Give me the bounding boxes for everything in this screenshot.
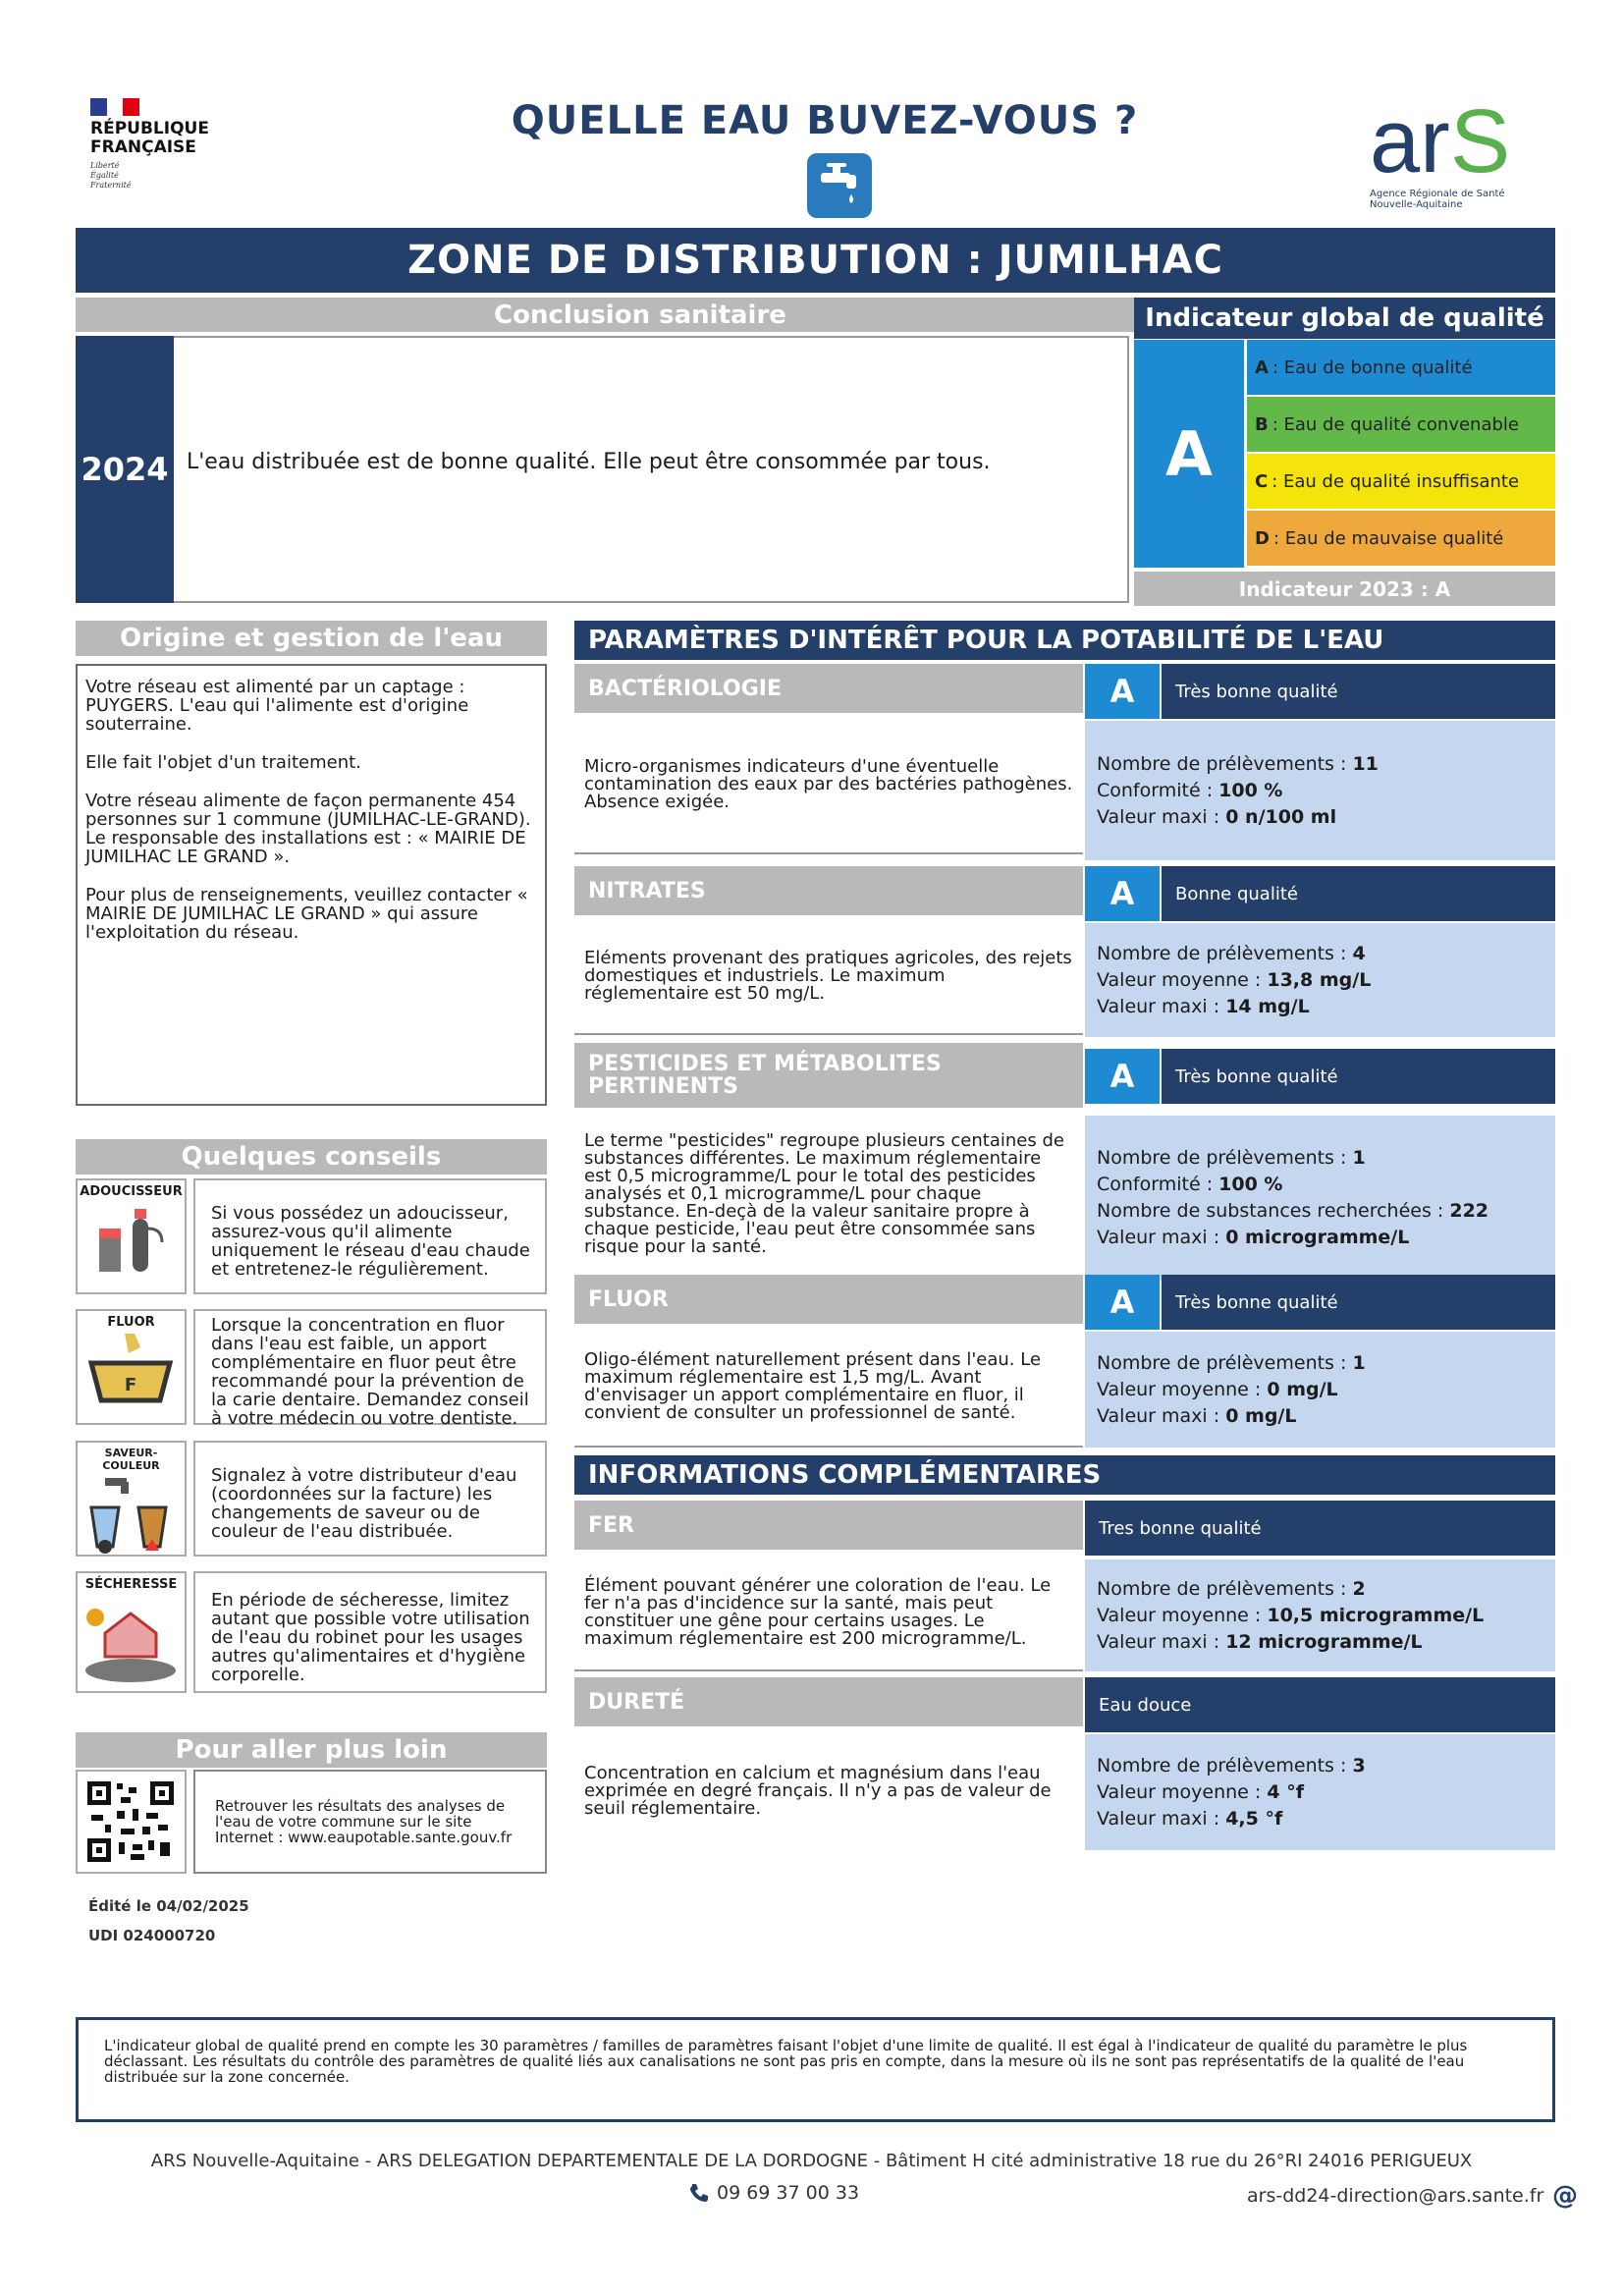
page-title: QUELLE EAU BUVEZ-VOUS ? [511, 98, 1139, 143]
info-fer-stat-3-label: Valeur maxi : [1097, 1630, 1220, 1653]
param-fluor-stat-1-value: 1 [1352, 1351, 1366, 1374]
info-fer-stat-1-value: 2 [1352, 1577, 1366, 1600]
info-durete-stat-2 [1097, 1779, 1543, 1806]
rf-motto-1: Liberté [90, 161, 120, 170]
param-nitrates-stat-2-label: Valeur moyenne : [1097, 968, 1262, 991]
conclusion-header: Conclusion sanitaire [76, 298, 1205, 332]
info-durete-stat-3 [1097, 1806, 1543, 1832]
param-bacterio-stat-3-value: 0 n/100 ml [1225, 805, 1337, 828]
advice-drought-text: En période de sécheresse, limitez autant que possible votre utilisation de l'eau du robinet pour les usages autres qu'alimentaires et d'hygiène corporelle. [193, 1571, 547, 1693]
advice-fluor [76, 1309, 547, 1429]
param-pesticides-stat-2-value: 100 % [1218, 1174, 1283, 1195]
param-nitrates-quality: Bonne qualité [1162, 866, 1555, 921]
scale-c [1247, 454, 1555, 509]
further-box [76, 1770, 547, 1874]
footer-email[interactable] [1247, 2182, 1579, 2210]
param-bacterio-stat-1-value: 11 [1352, 752, 1379, 775]
param-pesticides-stat-2-label: Conformité : [1097, 1174, 1214, 1195]
origin-box [76, 664, 547, 1106]
info-fer-stat-2-value: 10,5 microgramme/L [1267, 1604, 1485, 1626]
scale-b [1247, 397, 1555, 452]
info-fer-stats [1085, 1559, 1555, 1671]
further-text: Retrouver les résultats des analyses de l'eau de votre commune sur le site Internet : www.eaupotable.sante.gouv.fr [193, 1770, 547, 1874]
advice-fluor-label: FLUOR [107, 1315, 155, 1330]
param-bacterio-stat-1-label: Nombre de prélèvements : [1097, 752, 1347, 775]
info-durete-stat-2-label: Valeur moyenne : [1097, 1780, 1262, 1803]
origin-text-3: Votre réseau alimente de façon permanente 454 personnes sur 1 commune (JUMILHAC-LE-GRAND). Le responsable des installations est : « MAIRIE DE JUMILHAC LE GRAND ». [85, 791, 531, 867]
rf-motto-3: Fraternité [90, 181, 132, 190]
param-fluor-quality: Très bonne qualité [1162, 1275, 1555, 1330]
scale-c-label: : Eau de qualité insuffisante [1271, 470, 1520, 492]
param-nitrates-stat-2 [1097, 967, 1543, 994]
info-durete-stat-2-value: 4 °f [1267, 1780, 1304, 1803]
info-fer-quality: Tres bonne qualité [1085, 1501, 1555, 1556]
ars-logo-subtitle-1: Agence Régionale de Santé [1370, 189, 1505, 199]
info-fer-stat-2-label: Valeur moyenne : [1097, 1604, 1262, 1626]
param-pesticides-grade: A [1085, 1049, 1160, 1104]
scale-a-letter: A [1255, 356, 1269, 378]
param-pesticides-name [574, 1043, 1083, 1108]
water-softener-icon [78, 1199, 185, 1282]
info-durete-stat-3-label: Valeur maxi : [1097, 1807, 1220, 1830]
param-pesticides-stat-3 [1097, 1198, 1543, 1225]
water-tap-icon [807, 153, 872, 218]
advice-softener [76, 1178, 547, 1294]
ars-logo-subtitle-2: Nouvelle-Aquitaine [1370, 199, 1463, 210]
scale-d-letter: D [1255, 527, 1270, 549]
param-nitrates-stat-3 [1097, 994, 1543, 1020]
param-bacterio-name: BACTÉRIOLOGIE [574, 664, 1083, 713]
param-pesticides-stat-2 [1097, 1172, 1543, 1198]
info-fer-stat-3 [1097, 1629, 1543, 1656]
origin-text-1: Votre réseau est alimenté par un captage : PUYGERS. L'eau qui l'alimente est d'origine souterraine. [85, 677, 469, 735]
advice-softener-text: Si vous possédez un adoucisseur, assurez-vous qu'il alimente uniquement le réseau d'eau chaude et entretenez-le régulièrement. [193, 1178, 547, 1294]
advice-taste-color [76, 1441, 547, 1557]
param-fluor-name: FLUOR [574, 1275, 1083, 1324]
advice-taste-color-icon-box [76, 1441, 187, 1557]
scale-a [1247, 340, 1555, 395]
param-nitrates-name: NITRATES [574, 866, 1083, 915]
info-durete-stat-3-value: 4,5 °f [1225, 1807, 1283, 1830]
info-fer-name: FER [574, 1501, 1083, 1550]
param-fluor-stat-3-value: 0 mg/L [1225, 1404, 1297, 1427]
param-pesticides-stat-3-value: 222 [1449, 1200, 1489, 1222]
info-durete-stat-1-value: 3 [1352, 1754, 1366, 1777]
param-pesticides-stats [1085, 1116, 1555, 1281]
param-fluor-stat-3 [1097, 1403, 1543, 1430]
param-bacterio-stat-2 [1097, 778, 1543, 804]
param-fluor-stat-1 [1097, 1350, 1543, 1377]
footer-address: ARS Nouvelle-Aquitaine - ARS DELEGATION DEPARTEMENTALE DE LA DORDOGNE - Bâtiment H cité administrative 18 rue du 26°RI 24016 PERIGUEUX [150, 2151, 1473, 2171]
param-fluor-stat-2 [1097, 1377, 1543, 1403]
param-pesticides-stat-1-value: 1 [1352, 1147, 1366, 1169]
param-nitrates-stat-1-label: Nombre de prélèvements : [1097, 942, 1347, 964]
param-nitrates-desc: Eléments provenant des pratiques agricoles, des rejets domestiques et industriels. Le maximum réglementaire est 50 mg/L. [574, 919, 1083, 1035]
advice-drought-label: SÉCHERESSE [84, 1577, 178, 1592]
conclusion-text: L'eau distribuée est de bonne qualité. Elle peut être consommée par tous. [187, 450, 991, 474]
advice-drought [76, 1571, 547, 1693]
advice-softener-icon-box [76, 1178, 187, 1294]
info-durete-name: DURETÉ [574, 1677, 1083, 1726]
param-pesticides-stat-4 [1097, 1225, 1543, 1251]
french-flag-icon [90, 98, 139, 116]
conclusion-year: 2024 [76, 336, 174, 603]
param-bacterio-stat-2-label: Conformité : [1097, 779, 1214, 801]
param-fluor-stat-2-value: 0 mg/L [1267, 1378, 1338, 1400]
param-pesticides-name-2: PERTINENTS [588, 1074, 739, 1099]
advice-taste-color-text: Signalez à votre distributeur d'eau (coordonnées sur la facture) les changements de saveur ou de couleur de l'eau distribuée. [193, 1441, 547, 1557]
param-fluor-grade: A [1085, 1275, 1160, 1330]
param-bacterio-stats [1085, 721, 1555, 860]
qr-code-icon[interactable] [76, 1770, 187, 1874]
param-fluor-stat-1-label: Nombre de prélèvements : [1097, 1351, 1347, 1374]
param-pesticides-quality: Très bonne qualité [1162, 1049, 1555, 1104]
info-fer-desc: Élément pouvant générer une coloration de l'eau. Le fer n'a pas d'incidence sur la santé, mais peut constituer une gêne pour certains usages. Le maximum réglementaire est 200 microgramme/L. [574, 1556, 1083, 1671]
param-nitrates-stat-1 [1097, 941, 1543, 967]
scale-c-letter: C [1255, 470, 1269, 492]
param-nitrates-stat-3-label: Valeur maxi : [1097, 995, 1220, 1017]
param-bacterio-stat-3-label: Valeur maxi : [1097, 805, 1220, 828]
params-header: PARAMÈTRES D'INTÉRÊT POUR LA POTABILITÉ DE L'EAU [574, 621, 1555, 660]
param-nitrates-grade: A [1085, 866, 1160, 921]
param-bacterio-desc: Micro-organismes indicateurs d'une éventuelle contamination des eaux par des bactéries pathogènes. Absence exigée. [574, 717, 1083, 854]
param-pesticides-stat-4-value: 0 microgramme/L [1225, 1227, 1410, 1248]
param-nitrates-stats [1085, 923, 1555, 1037]
rf-motto-2: Égalité [90, 171, 119, 180]
param-fluor-stat-3-label: Valeur maxi : [1097, 1404, 1220, 1427]
scale-d-label: : Eau de mauvaise qualité [1272, 527, 1504, 549]
advice-drought-icon-box [76, 1571, 187, 1693]
param-pesticides-stat-4-label: Valeur maxi : [1097, 1227, 1220, 1248]
svg-text:@: @ [1552, 2182, 1579, 2210]
info-fer-stat-3-value: 12 microgramme/L [1225, 1630, 1423, 1653]
info-durete-stats [1085, 1734, 1555, 1850]
param-pesticides-stat-3-label: Nombre de substances recherchées : [1097, 1200, 1444, 1222]
param-pesticides-name-1: PESTICIDES ET MÉTABOLITES [588, 1052, 942, 1076]
footer-email-address[interactable]: ars-dd24-direction@ars.sante.fr [1247, 2185, 1544, 2207]
footer-phone[interactable] [687, 2182, 859, 2204]
advice-fluor-text: Lorsque la concentration en fluor dans l'eau est faible, un apport complémentaire en fluor peut être recommandé pour la prévention de la carie dentaire. Demandez conseil à votre médecin ou votre dentiste. [193, 1309, 547, 1425]
scale-d [1247, 511, 1555, 566]
drought-icon [78, 1592, 185, 1686]
param-bacterio-grade: A [1085, 664, 1160, 719]
param-nitrates-stat-2-value: 13,8 mg/L [1267, 968, 1372, 991]
scale-b-letter: B [1255, 413, 1269, 435]
udi-code: UDI 024000720 [88, 1927, 216, 1944]
scale-a-label: : Eau de bonne qualité [1271, 356, 1473, 378]
phone-icon [687, 2182, 709, 2204]
previous-indicator: Indicateur 2023 : A [1134, 572, 1555, 606]
param-pesticides-desc: Le terme "pesticides" regroupe plusieurs centaines de substances différentes. Le maximum réglementaire est 0,5 microgramme/L pour le total des pesticides analysés et 0,1 microgramme/L pour chaque substance. En-deçà de la valeur sanitaire propre à chaque pesticide, l'eau peut être consommée sans risque pour la santé. [574, 1112, 1083, 1279]
advice-header: Quelques conseils [76, 1139, 547, 1175]
edited-date: Édité le 04/02/2025 [88, 1897, 249, 1915]
distribution-zone-banner: ZONE DE DISTRIBUTION : JUMILHAC [76, 228, 1555, 293]
advice-fluor-icon-box [76, 1309, 187, 1425]
info-durete-quality: Eau douce [1085, 1677, 1555, 1732]
info-fer-stat-1 [1097, 1576, 1543, 1603]
salt-bowl-icon [78, 1330, 185, 1412]
info-durete-stat-1-label: Nombre de prélèvements : [1097, 1754, 1347, 1777]
info-durete-desc: Concentration en calcium et magnésium dans l'eau exprimée en degré français. Il n'y a pas de valeur de seuil réglementaire. [584, 1763, 1052, 1819]
scale-b-label: : Eau de qualité convenable [1271, 413, 1519, 435]
svg-text:F: F [124, 1375, 137, 1395]
param-fluor-desc: Oligo-élément naturellement présent dans l'eau. Le maximum réglementaire est 1,5 mg/L. Avant d'envisager un apport complémentaire en fluor, il convient de consulter un professionnel de santé. [574, 1328, 1083, 1448]
global-grade: A [1134, 340, 1244, 568]
param-nitrates-stat-1-value: 4 [1352, 942, 1366, 964]
rf-name-line1: RÉPUBLIQUE [90, 119, 209, 138]
footer-phone-number[interactable]: 09 69 37 00 33 [717, 2182, 860, 2204]
rf-name-line2: FRANÇAISE [90, 137, 196, 157]
param-bacterio-quality: Très bonne qualité [1162, 664, 1555, 719]
advice-softener-label: ADOUCISSEUR [80, 1184, 183, 1199]
param-pesticides-stat-1 [1097, 1145, 1543, 1172]
water-glasses-icon [78, 1472, 185, 1560]
param-pesticides-stat-1-label: Nombre de prélèvements : [1097, 1147, 1347, 1169]
param-fluor-stat-2-label: Valeur moyenne : [1097, 1378, 1262, 1400]
param-bacterio-stat-3 [1097, 804, 1543, 831]
info-fer-stat-1-label: Nombre de prélèvements : [1097, 1577, 1347, 1600]
quality-indicator-note: L'indicateur global de qualité prend en compte les 30 paramètres / familles de paramètres faisant l'objet d'une limite de qualité. Il est égal à l'indicateur de qualité du paramètre le plus déclassant. Les résultats du contrôle des paramètres de qualité liés aux canalisations ne sont pas pris en compte, dans la mesure où ils ne sont pas représentatifs de la qualité de l'eau distribuée sur la zone concernée. [76, 2017, 1555, 2122]
param-fluor-stats [1085, 1332, 1555, 1448]
origin-header: Origine et gestion de l'eau [76, 621, 547, 656]
param-bacterio-stat-1 [1097, 751, 1543, 778]
param-nitrates-stat-3-value: 14 mg/L [1225, 995, 1310, 1017]
ars-logo [1370, 91, 1566, 214]
param-bacterio-stat-2-value: 100 % [1218, 779, 1283, 801]
republique-francaise-logo [90, 98, 228, 191]
info-durete-stat-1 [1097, 1753, 1543, 1779]
origin-text-4: Pour plus de renseignements, veuillez contacter « MAIRIE DE JUMILHAC LE GRAND » qui assure l'exploitation du réseau. [85, 885, 528, 943]
at-sign-icon [1551, 2182, 1579, 2210]
further-header: Pour aller plus loin [76, 1732, 547, 1768]
ars-logo-wordmark: arS [1370, 91, 1511, 191]
advice-taste-color-label: SAVEUR-COULEUR [102, 1447, 160, 1472]
quality-indicator-header: Indicateur global de qualité [1134, 298, 1555, 339]
info-fer-stat-2 [1097, 1603, 1543, 1629]
origin-text-2: Elle fait l'objet d'un traitement. [85, 752, 361, 773]
info-header: INFORMATIONS COMPLÉMENTAIRES [574, 1455, 1555, 1495]
